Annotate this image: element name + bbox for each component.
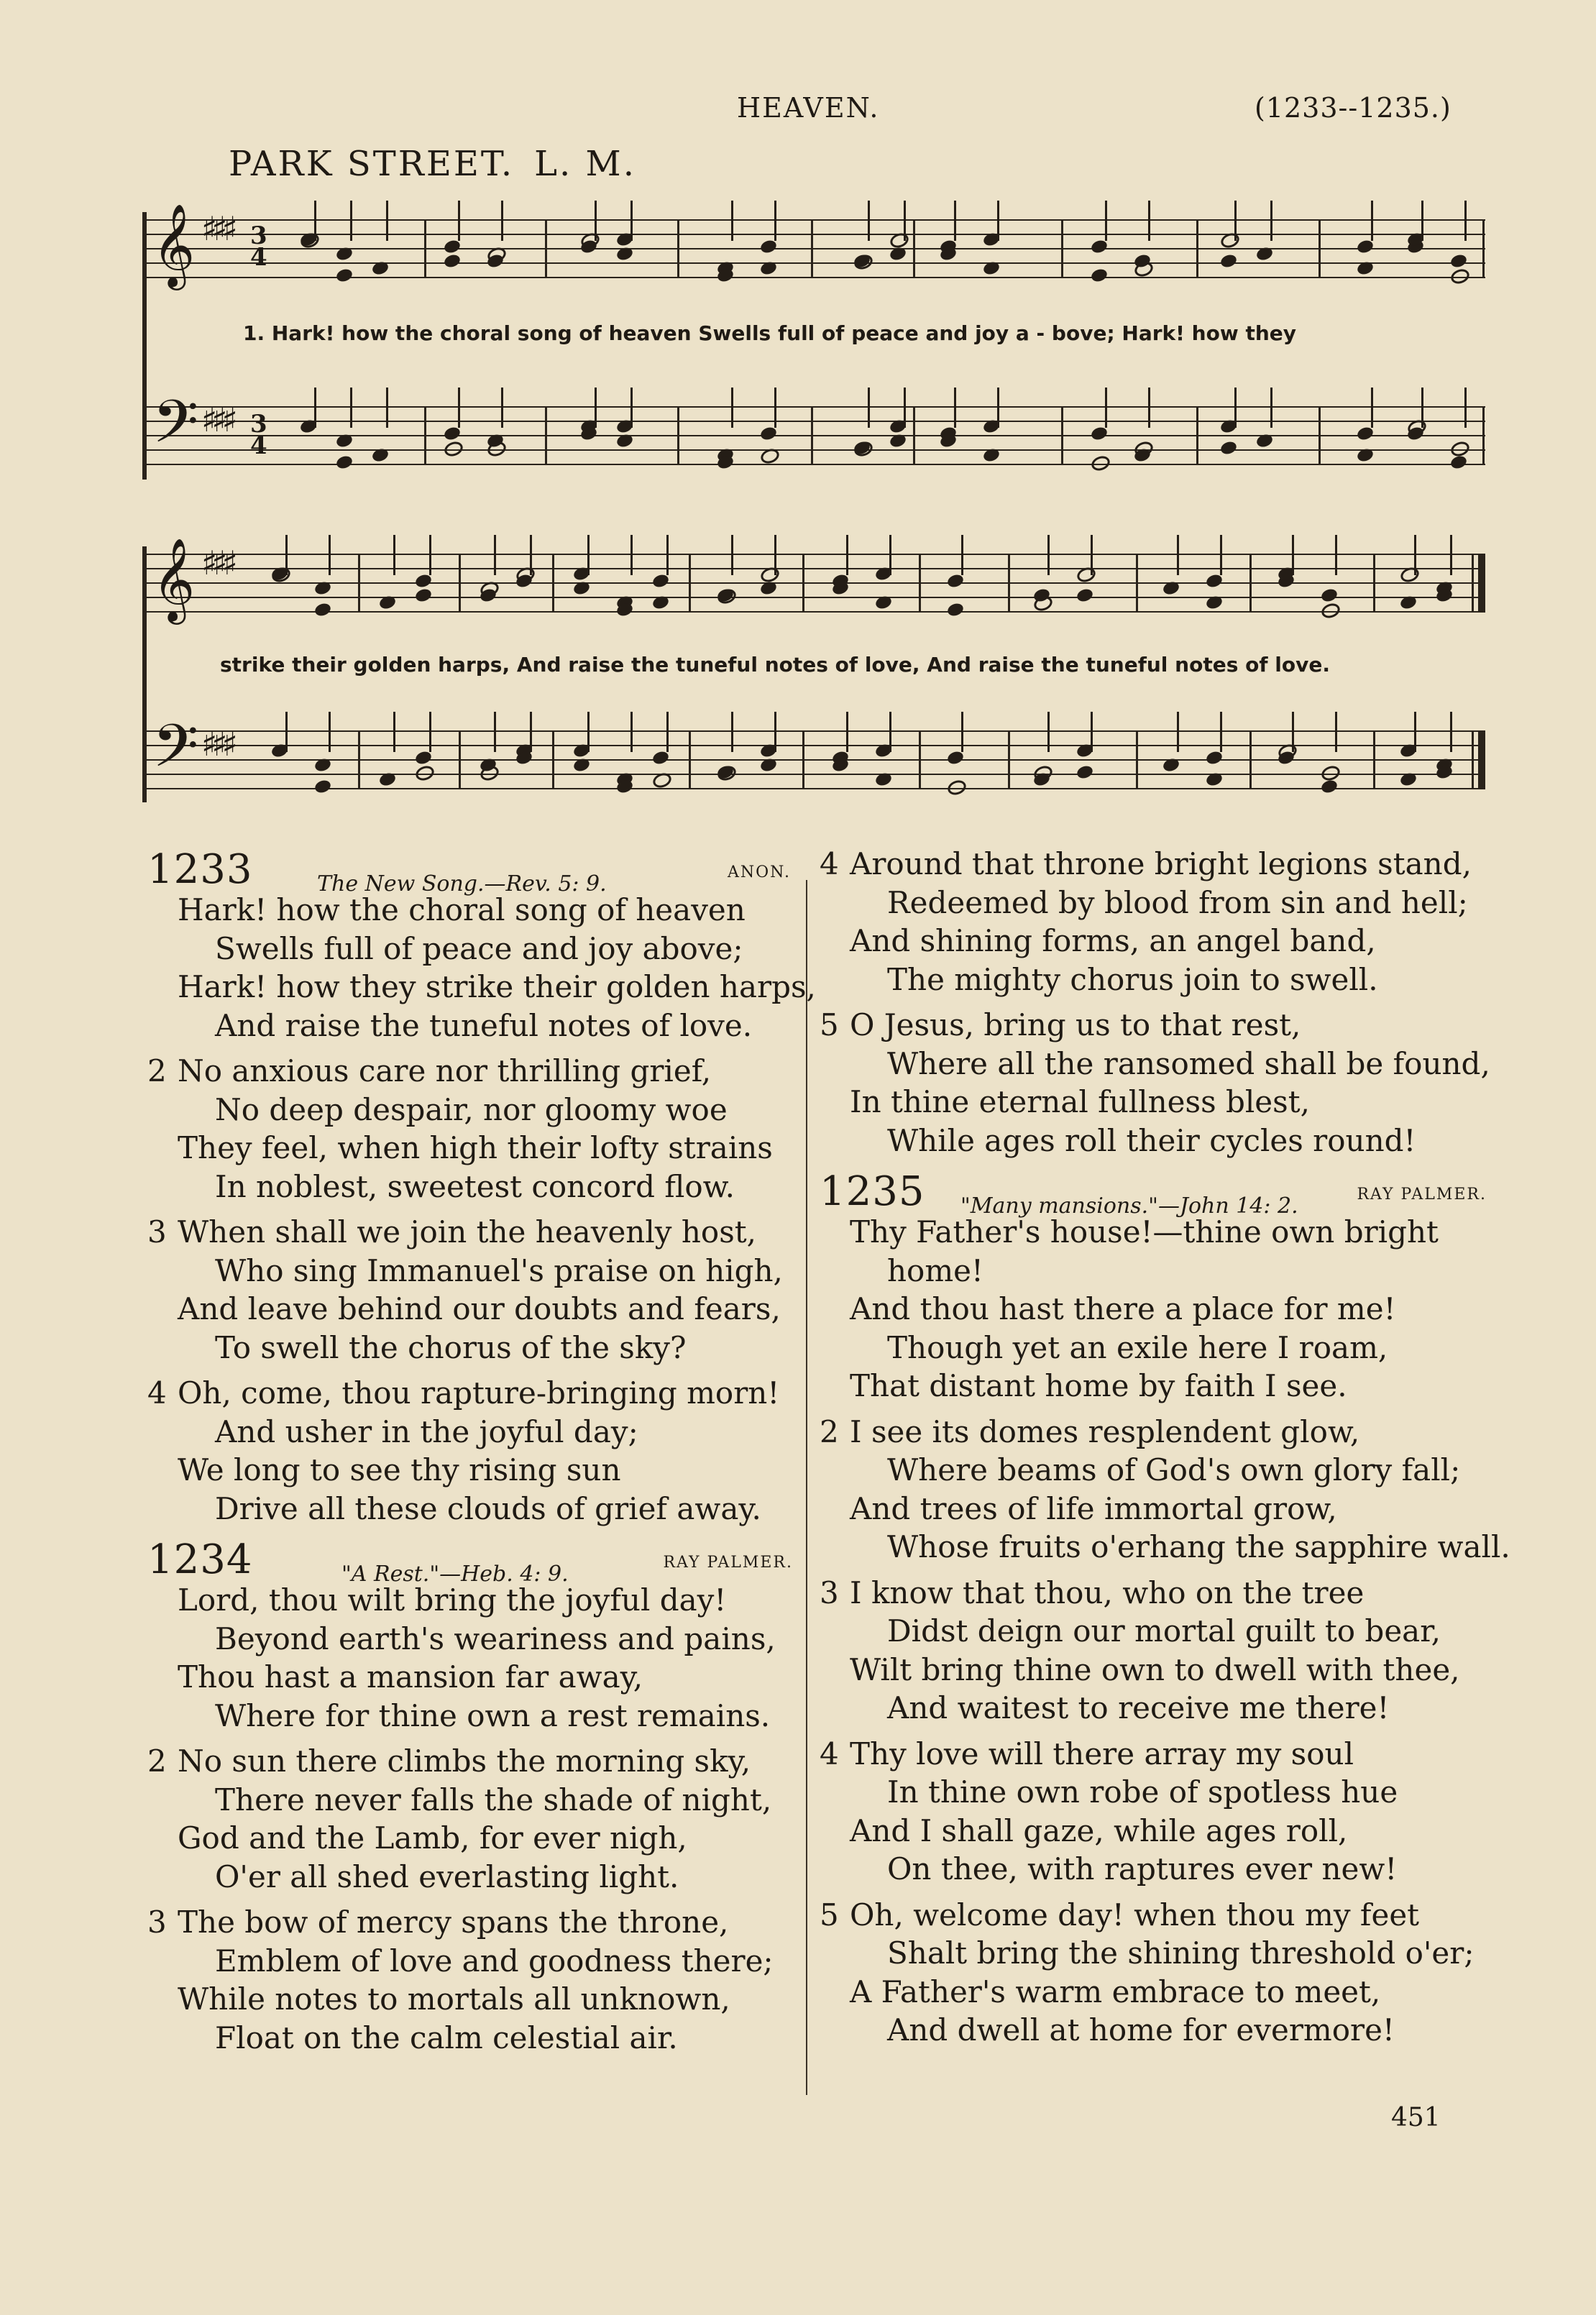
verse-line: Emblem of love and goodness there; — [215, 1943, 774, 1979]
left-column — [147, 845, 816, 2064]
right-column — [820, 845, 1510, 2057]
stanza — [820, 1574, 1495, 1728]
verse-line: While notes to mortals all unknown, — [178, 1981, 730, 2017]
note-stem — [954, 388, 956, 428]
note-stem — [393, 535, 395, 575]
note-stem — [1414, 535, 1416, 575]
stanza — [147, 1742, 809, 1896]
verse-line — [820, 1574, 1495, 1613]
verse-line: Hark! how they strike their golden harps, — [178, 969, 816, 1004]
note-stem — [429, 712, 431, 752]
lyric-line-1: 1. Hark! how the choral song of heaven Swells full of peace and joy a - bove; Hark! how they — [243, 321, 1297, 345]
note-stem — [1234, 388, 1237, 428]
hymn-number: 1234 — [147, 1536, 253, 1583]
key-signature: ♯♯♯ — [201, 209, 232, 248]
verse-line: And trees of life immortal grow, — [850, 1490, 1337, 1526]
note-stem — [1450, 535, 1452, 575]
verse-line: Though yet an exile here I roam, — [887, 1329, 1388, 1365]
hymn-1234-text — [147, 1581, 809, 2057]
verse-text: Thy Father's house!—thine own bright — [850, 1214, 1439, 1250]
note-stem — [774, 712, 776, 752]
verse-line — [147, 1903, 809, 1942]
verse-line: In thine own robe of spotless hue — [887, 1774, 1398, 1810]
verse-text: Hark! how the choral song of heaven — [178, 892, 746, 927]
stanza-number: 2 — [147, 1743, 167, 1779]
verse-line: Who sing Immanuel's praise on high, — [215, 1252, 783, 1288]
note-stem — [494, 712, 496, 752]
stanza-number: 3 — [147, 1904, 167, 1940]
verse-line: And shining forms, an angel band, — [850, 923, 1376, 958]
note-stem — [1335, 712, 1337, 752]
verse-line: Drive all these clouds of grief away. — [215, 1490, 761, 1526]
verse-line: Where beams of God's own glory fall; — [887, 1452, 1461, 1487]
verse-line — [147, 1374, 809, 1413]
note-stem — [1148, 201, 1150, 241]
note-stem — [1335, 535, 1337, 575]
stanza — [820, 1735, 1495, 1889]
note-stem — [458, 201, 460, 241]
verse-line: Wilt bring thine own to dwell with thee, — [850, 1651, 1460, 1687]
stanza-number: 4 — [147, 1375, 167, 1411]
verse-line — [147, 1052, 809, 1091]
verse-text: No sun there climbs the morning sky, — [178, 1743, 751, 1779]
note-stem — [1234, 201, 1237, 241]
note-stem — [393, 712, 395, 752]
verse-line: We long to see thy rising sun — [178, 1452, 621, 1487]
note-stem — [1177, 535, 1179, 575]
note-stem — [1371, 388, 1373, 428]
note-stem — [314, 388, 316, 428]
note-stem — [501, 388, 503, 428]
note-stem — [1270, 201, 1272, 241]
note-stem — [587, 712, 590, 752]
verse-line — [820, 845, 1495, 884]
hymn-reference: "Many mansions."—John 14: 2. — [960, 1193, 1298, 1219]
note-stem — [1105, 201, 1107, 241]
hymn-number: 1235 — [820, 1168, 925, 1215]
note-stem — [1270, 388, 1272, 428]
time-signature: 3 4 — [250, 221, 267, 272]
stanza — [147, 1052, 809, 1206]
note-stem — [731, 712, 733, 752]
hymn-1234-header — [147, 1535, 809, 1587]
note-stem — [329, 535, 331, 575]
note-stem — [961, 712, 963, 752]
note-stem — [954, 201, 956, 241]
stanza-number: 3 — [820, 1574, 839, 1610]
note-stem — [1292, 535, 1294, 575]
hymn-range: (1233--1235.) — [1255, 92, 1451, 124]
note-stem — [1047, 712, 1050, 752]
stanza-number: 3 — [147, 1214, 167, 1250]
note-stem — [494, 535, 496, 575]
hymn-1233-text — [147, 891, 816, 1528]
note-stem — [314, 201, 316, 241]
verse-text: Oh, come, thou rapture-bringing morn! — [178, 1375, 780, 1411]
hymn-1235-header — [820, 1167, 1495, 1219]
note-stem — [1047, 535, 1050, 575]
note-stem — [630, 535, 633, 575]
note-stem — [997, 201, 999, 241]
note-stem — [285, 712, 288, 752]
note-stem — [429, 535, 431, 575]
hymn-author: RAY PALMER. — [663, 1554, 793, 1572]
note-stem — [774, 535, 776, 575]
note-stem — [774, 201, 776, 241]
note-stem — [350, 388, 352, 428]
note-stem — [961, 535, 963, 575]
note-stem — [731, 535, 733, 575]
note-stem — [630, 388, 633, 428]
verse-line: While ages roll their cycles round! — [887, 1122, 1416, 1158]
stanza — [147, 1581, 809, 1735]
verse-text: When shall we join the heavenly host, — [178, 1214, 756, 1250]
note-stem — [350, 201, 352, 241]
note-stem — [666, 712, 669, 752]
verse-line: And usher in the joyful day; — [215, 1413, 638, 1449]
verse-line: To swell the chorus of the sky? — [215, 1329, 687, 1365]
verse-line: Where for thine own a rest remains. — [215, 1697, 771, 1733]
verse-line: Float on the calm celestial air. — [215, 2020, 678, 2055]
treble-clef-icon: 𝄞 — [152, 203, 196, 287]
stanza-number: 2 — [147, 1053, 167, 1088]
verse-line — [147, 1213, 809, 1252]
verse-line — [820, 1735, 1495, 1774]
stanza-number: 2 — [820, 1413, 839, 1449]
note-stem — [1371, 201, 1373, 241]
tune-meter: L. M. — [534, 144, 636, 184]
verse-line: Where all the ransomed shall be found, — [887, 1045, 1490, 1081]
verse-text: Lord, thou wilt bring the joyful day! — [178, 1582, 727, 1618]
verse-line: Beyond earth's weariness and pains, — [215, 1621, 776, 1656]
key-signature: ♯♯♯ — [201, 725, 232, 764]
music-system-2 — [142, 537, 1485, 820]
verse-text: O Jesus, bring us to that rest, — [850, 1007, 1301, 1042]
note-stem — [386, 388, 388, 428]
verse-line: A Father's warm embrace to meet, — [850, 1974, 1381, 2009]
hymn-reference: "A Rest."—Heb. 4: 9. — [341, 1562, 569, 1587]
verse-line: And thou hast there a place for me! — [850, 1291, 1396, 1326]
verse-line: In thine eternal fullness blest, — [850, 1084, 1310, 1119]
note-stem — [587, 535, 590, 575]
tune-title — [229, 144, 636, 184]
stanza — [820, 1006, 1495, 1160]
verse-line: And I shall gaze, while ages roll, — [850, 1812, 1348, 1848]
stanza — [147, 1374, 809, 1528]
note-stem — [1421, 201, 1423, 241]
hymn-author: ANON. — [727, 863, 791, 881]
verse-line: Thou hast a mansion far away, — [178, 1659, 643, 1695]
note-stem — [458, 388, 460, 428]
note-stem — [731, 388, 733, 428]
hymn-number: 1233 — [147, 846, 253, 893]
verse-line: There never falls the shade of night, — [215, 1782, 772, 1817]
note-stem — [530, 712, 532, 752]
treble-clef-icon: 𝄞 — [152, 537, 196, 621]
stanza — [820, 845, 1495, 999]
note-stem — [329, 712, 331, 752]
time-signature: 3 4 — [250, 410, 267, 460]
verse-line: They feel, when high their lofty strains — [178, 1130, 773, 1165]
verse-line: And leave behind our doubts and fears, — [178, 1291, 781, 1326]
hymn-1233-header — [147, 845, 809, 897]
hymn-1235-text — [820, 1213, 1510, 2050]
verse-line: On thee, with raptures ever new! — [887, 1851, 1398, 1887]
note-stem — [1148, 388, 1150, 428]
verse-text: No anxious care nor thrilling grief, — [178, 1053, 712, 1088]
bass-clef-icon: 𝄢 — [152, 711, 199, 795]
note-stem — [1220, 535, 1222, 575]
note-stem — [1450, 712, 1452, 752]
verse-line: In noblest, sweetest concord flow. — [215, 1168, 735, 1204]
note-stem — [1421, 388, 1423, 428]
note-stem — [1464, 201, 1467, 241]
verse-text: Around that throne bright legions stand, — [850, 846, 1472, 881]
note-stem — [889, 535, 891, 575]
note-stem — [904, 201, 906, 241]
verse-line: Whose fruits o'erhang the sapphire wall. — [887, 1529, 1510, 1564]
stanza — [820, 1213, 1495, 1406]
note-stem — [1177, 712, 1179, 752]
key-signature: ♯♯♯ — [201, 544, 232, 582]
note-stem — [285, 535, 288, 575]
note-stem — [630, 712, 633, 752]
stanza — [147, 1903, 809, 2057]
verse-line: Swells full of peace and joy above; — [215, 930, 743, 966]
stanza — [147, 891, 816, 1045]
note-stem — [868, 388, 870, 428]
note-stem — [530, 535, 532, 575]
verse-text: I see its domes resplendent glow, — [850, 1413, 1360, 1449]
verse-text: The bow of mercy spans the throne, — [178, 1904, 729, 1940]
note-stem — [1105, 388, 1107, 428]
note-stem — [846, 535, 848, 575]
note-stem — [595, 388, 597, 428]
stanza-number: 5 — [820, 1897, 839, 1933]
hymn-reference: The New Song.—Rev. 5: 9. — [317, 871, 607, 897]
note-stem — [904, 388, 906, 428]
note-stem — [630, 201, 633, 241]
note-stem — [666, 535, 669, 575]
key-signature: ♯♯♯ — [201, 400, 232, 439]
verse-line: The mighty chorus join to swell. — [887, 961, 1378, 997]
verse-text: I know that thou, who on the tree — [850, 1574, 1365, 1610]
note-stem — [868, 201, 870, 241]
verse-line: God and the Lamb, for ever nigh, — [178, 1820, 687, 1856]
verse-line: And dwell at home for evermore! — [887, 2012, 1395, 2048]
verse-line: And raise the tuneful notes of love. — [215, 1007, 753, 1043]
section-heading: HEAVEN. — [737, 92, 880, 124]
verse-text: Oh, welcome day! when thou my feet — [850, 1897, 1420, 1933]
verse-line: home! — [887, 1252, 983, 1288]
bass-clef-icon: 𝄢 — [152, 387, 199, 471]
page-number: 451 — [1391, 2103, 1441, 2132]
note-stem — [386, 201, 388, 241]
verse-line: And waitest to receive me there! — [887, 1690, 1390, 1725]
verse-line — [147, 1742, 809, 1781]
stanza — [820, 1413, 1510, 1567]
note-stem — [1292, 712, 1294, 752]
note-stem — [846, 712, 848, 752]
verse-line — [820, 1413, 1495, 1452]
note-stem — [1091, 535, 1093, 575]
verse-line — [820, 1896, 1495, 1935]
verse-line: Shalt bring the shining threshold o'er; — [887, 1935, 1475, 1971]
stanza — [820, 1896, 1495, 2050]
verse-line: No deep despair, nor gloomy woe — [215, 1091, 728, 1127]
lyric-line-2: strike their golden harps, And raise the tuneful notes of love, And raise the tuneful notes of love. — [220, 653, 1330, 677]
stanza — [147, 1213, 809, 1367]
tune-name: PARK STREET. — [229, 144, 515, 184]
note-stem — [1220, 712, 1222, 752]
note-stem — [1414, 712, 1416, 752]
note-stem — [1091, 712, 1093, 752]
note-stem — [501, 201, 503, 241]
verse-line: Redeemed by blood from sin and hell; — [887, 884, 1468, 920]
music-system-1 — [142, 203, 1485, 485]
note-stem — [731, 201, 733, 241]
stanza-number: 5 — [820, 1007, 839, 1042]
verse-line: Didst deign our mortal guilt to bear, — [887, 1613, 1441, 1649]
note-stem — [774, 388, 776, 428]
stanza-number: 4 — [820, 846, 839, 881]
note-stem — [997, 388, 999, 428]
note-stem — [889, 712, 891, 752]
hymn-1233-continued-text — [820, 845, 1495, 1160]
note-stem — [1464, 388, 1467, 428]
verse-text: Thy love will there array my soul — [850, 1736, 1354, 1771]
hymn-author: RAY PALMER. — [1357, 1186, 1487, 1204]
note-stem — [595, 201, 597, 241]
verse-line: O'er all shed everlasting light. — [215, 1858, 679, 1894]
stanza-number: 4 — [820, 1736, 839, 1771]
verse-line: That distant home by faith I see. — [850, 1368, 1347, 1403]
verse-line — [820, 1006, 1495, 1045]
